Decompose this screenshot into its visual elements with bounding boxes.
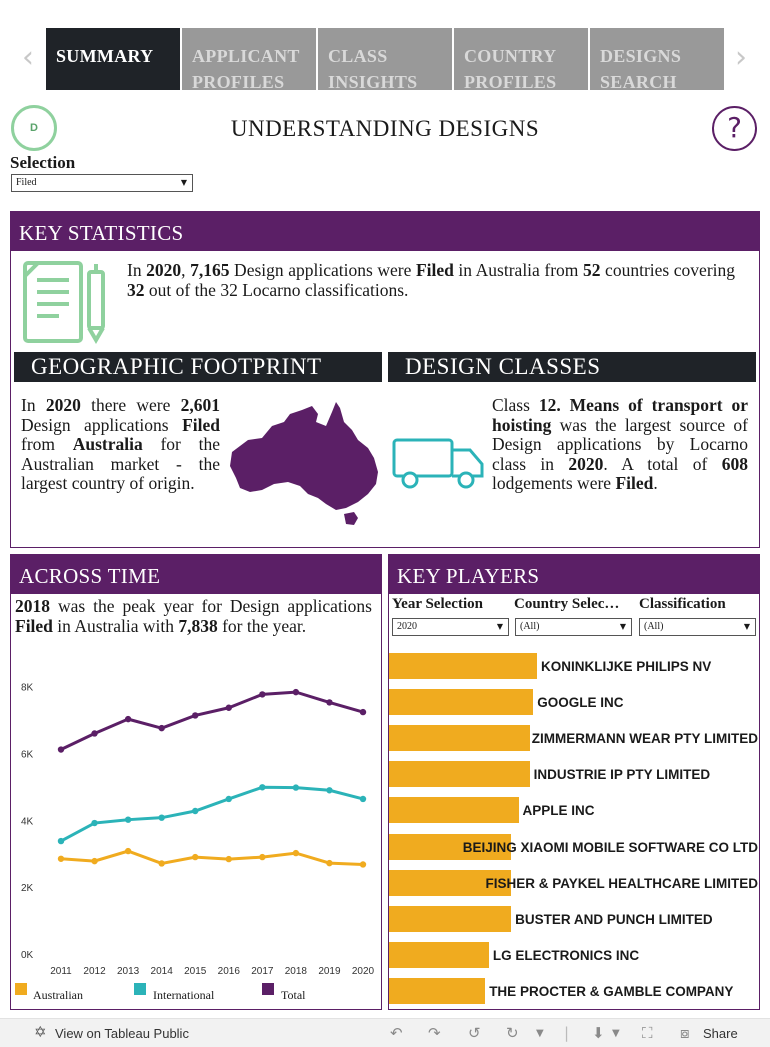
key-statistics-heading: KEY STATISTICS <box>11 212 759 251</box>
player-label: BEIJING XIAOMI MOBILE SOFTWARE CO LTD <box>462 839 758 855</box>
player-bar[interactable] <box>389 942 489 968</box>
data-point-total[interactable] <box>91 730 97 736</box>
share-button[interactable]: Share <box>703 1026 738 1041</box>
peak-value: 7,838 <box>178 615 218 636</box>
player-label: THE PROCTER & GAMBLE COMPANY <box>489 983 734 999</box>
text-run: was the largest source of Design applications by Locarno class in <box>492 414 748 474</box>
text-run: countries covering <box>600 260 736 280</box>
data-point-international[interactable] <box>58 838 64 844</box>
tab-label: COUNTRY PROFILES <box>464 46 557 90</box>
text-run: . A total of <box>603 453 722 474</box>
selection-dropdown[interactable] <box>11 174 193 192</box>
player-label: GOOGLE INC <box>537 695 624 711</box>
chevron-down-icon: ▼ <box>496 622 503 631</box>
text-run: In <box>21 395 46 415</box>
fullscreen-icon[interactable]: ⛶ <box>642 1024 653 1042</box>
design-classes-heading: DESIGN CLASSES <box>388 352 756 382</box>
geo-country: Australia <box>72 434 143 454</box>
geographic-text <box>21 396 220 494</box>
help-icon[interactable]: ? <box>712 106 757 151</box>
data-point-australian[interactable] <box>293 850 299 856</box>
key-players-heading: KEY PLAYERS <box>389 555 759 594</box>
text-run: lodgements were <box>492 473 616 493</box>
year-selection-dropdown[interactable] <box>392 618 509 636</box>
player-label: INDUSTRIE IP PTY LIMITED <box>533 767 711 783</box>
x-tick-label: 2018 <box>284 966 308 977</box>
text-run: . <box>653 473 658 493</box>
undo-icon[interactable]: ↶ <box>390 1024 403 1042</box>
y-tick-label: 0K <box>21 950 34 961</box>
data-point-international[interactable] <box>326 787 332 793</box>
selection-value: Filed <box>16 177 37 188</box>
data-point-australian[interactable] <box>158 860 164 866</box>
classification-value: (All) <box>644 621 664 632</box>
x-tick-label: 2013 <box>116 966 140 977</box>
tab-country-profiles[interactable] <box>454 28 588 90</box>
y-tick-label: 8K <box>21 682 34 694</box>
player-bar[interactable] <box>389 978 485 1004</box>
text-run: Design applications were <box>229 260 416 280</box>
data-point-total[interactable] <box>158 725 164 731</box>
tab-label: CLASS INSIGHTS <box>328 46 418 90</box>
designs-badge-icon: D <box>11 105 57 151</box>
class-status: Filed <box>615 473 654 493</box>
chevron-down-icon: ▼ <box>180 178 187 187</box>
data-point-international[interactable] <box>360 796 366 802</box>
design-classes-text <box>492 396 748 494</box>
data-point-australian[interactable] <box>226 856 232 862</box>
data-point-total[interactable] <box>58 746 64 752</box>
chevron-down-icon[interactable]: ▼ <box>536 1028 544 1039</box>
player-bar[interactable] <box>389 689 533 715</box>
y-tick-label: 4K <box>21 816 34 828</box>
text-run: there were <box>80 395 181 415</box>
data-point-international[interactable] <box>125 816 131 822</box>
year-selection-value: 2020 <box>397 621 417 632</box>
country-selection-value: (All) <box>520 621 540 632</box>
geo-count: 2,601 <box>180 395 220 415</box>
x-tick-label: 2015 <box>184 966 207 977</box>
stat-classes: 32 <box>127 279 145 300</box>
text-run: was the peak year for Design applications <box>50 597 372 616</box>
player-bar[interactable] <box>389 653 537 679</box>
geographic-footprint-heading: GEOGRAPHIC FOOTPRINT <box>14 352 382 382</box>
class-count: 608 <box>721 453 748 474</box>
data-point-international[interactable] <box>259 784 265 790</box>
key-statistics-text <box>127 261 735 300</box>
download-icon[interactable]: ⬇ <box>592 1024 605 1042</box>
time-status: Filed <box>15 615 53 636</box>
page-title: UNDERSTANDING DESIGNS <box>230 116 540 141</box>
player-label: KONINKLIJKE PHILIPS NV <box>541 659 712 674</box>
stat-countries: 52 <box>582 260 601 280</box>
applications-line-chart <box>11 650 381 980</box>
x-tick-label: 2014 <box>150 966 173 977</box>
tab-label: APPLICANT PROFILES <box>192 46 300 90</box>
series-line-australian <box>61 851 363 864</box>
text-run: for the Australian market - the largest country of origin. <box>21 434 220 493</box>
data-point-international[interactable] <box>293 784 299 790</box>
data-point-total[interactable] <box>293 689 299 695</box>
refresh-icon[interactable]: ↻ <box>506 1024 519 1042</box>
text-run: from <box>21 434 73 454</box>
legend-label-international: International <box>153 988 215 1002</box>
across-time-text <box>15 597 372 649</box>
share-icon[interactable]: ⧇ <box>680 1024 690 1042</box>
player-label: APPLE INC <box>522 803 595 819</box>
tab-label: DESIGNS SEARCH <box>600 46 682 90</box>
text-run: Class <box>492 395 539 415</box>
classification-label: Classification <box>639 596 726 612</box>
country-selection-label: Country Selec… <box>514 596 620 612</box>
player-bar[interactable] <box>389 725 530 751</box>
text-run: in Australia with <box>52 615 179 636</box>
selection-label: Selection <box>10 153 76 172</box>
legend-swatch-international <box>134 983 146 995</box>
class-name: 12. Means of transport or hoisting <box>492 395 748 435</box>
data-point-international[interactable] <box>192 808 198 814</box>
data-point-total[interactable] <box>259 691 265 697</box>
tableau-logo-icon: ✡ <box>34 1023 47 1041</box>
stat-count: 7,165 <box>190 260 230 280</box>
x-tick-label: 2011 <box>50 966 72 977</box>
x-tick-label: 2017 <box>251 966 274 977</box>
geo-year: 2020 <box>45 395 81 415</box>
tab-label: SUMMARY <box>56 46 154 66</box>
data-point-total[interactable] <box>192 712 198 718</box>
data-point-international[interactable] <box>158 814 164 820</box>
legend-swatch-total <box>262 983 274 995</box>
data-point-australian[interactable] <box>326 860 332 866</box>
redo-icon[interactable]: ↷ <box>428 1024 441 1042</box>
player-label: LG ELECTRONICS INC <box>492 947 640 963</box>
geo-status: Filed <box>182 414 220 435</box>
legend-swatch-australian <box>15 983 27 995</box>
chevron-down-icon[interactable]: ▼ <box>612 1028 620 1039</box>
text-run: Design applications <box>21 414 183 435</box>
stat-year: 2020 <box>146 260 182 280</box>
tabs-prev-arrow[interactable]: ‹ <box>22 40 34 75</box>
y-tick-label: 6K <box>21 749 34 761</box>
tab-class-insights[interactable] <box>318 28 452 90</box>
delivery-truck-icon <box>392 438 486 490</box>
classification-dropdown[interactable] <box>639 618 756 636</box>
tableau-footer <box>0 1018 770 1047</box>
tab-applicant-profiles[interactable] <box>182 28 316 90</box>
y-tick-label: 2K <box>21 883 34 895</box>
x-tick-label: 2016 <box>217 966 240 977</box>
player-label: BUSTER AND PUNCH LIMITED <box>515 911 713 927</box>
series-line-international <box>61 787 363 841</box>
player-bar[interactable] <box>389 797 519 823</box>
legend-label-total: Total <box>281 988 306 1002</box>
chevron-down-icon: ▼ <box>743 622 750 631</box>
data-point-australian[interactable] <box>259 854 265 860</box>
data-point-total[interactable] <box>226 705 232 711</box>
data-point-australian[interactable] <box>91 858 97 864</box>
player-label: FISHER & PAYKEL HEALTHCARE LIMITED <box>485 875 758 891</box>
x-tick-label: 2020 <box>351 966 375 977</box>
divider: | <box>564 1024 570 1042</box>
tab-designs-search[interactable] <box>590 28 724 90</box>
data-point-australian[interactable] <box>360 861 366 867</box>
text-run: out of the 32 Locarno classifications. <box>144 279 409 300</box>
country-selection-dropdown[interactable] <box>515 618 632 636</box>
data-point-total[interactable] <box>360 709 366 715</box>
legend-label-australian: Australian <box>33 988 83 1002</box>
year-selection-label: Year Selection <box>392 596 483 612</box>
player-bar[interactable] <box>389 906 511 932</box>
view-on-tableau-link[interactable]: View on Tableau Public <box>55 1026 189 1041</box>
text-run: for the year. <box>217 615 307 636</box>
text-run: , <box>181 260 191 280</box>
x-tick-label: 2019 <box>318 966 341 977</box>
text-run: in Australia from <box>453 260 583 280</box>
data-point-international[interactable] <box>226 796 232 802</box>
peak-year: 2018 <box>15 597 50 616</box>
stat-status: Filed <box>415 260 454 280</box>
data-point-australian[interactable] <box>125 848 131 854</box>
data-point-international[interactable] <box>91 820 97 826</box>
player-label: ZIMMERMANN WEAR PTY LIMITED <box>531 731 758 747</box>
class-year: 2020 <box>568 453 604 474</box>
data-point-total[interactable] <box>125 716 131 722</box>
revert-icon[interactable]: ↺ <box>468 1024 481 1042</box>
chevron-down-icon: ▼ <box>619 622 626 631</box>
across-time-heading: ACROSS TIME <box>11 555 381 594</box>
x-tick-label: 2012 <box>83 966 106 977</box>
tab-summary[interactable] <box>46 28 180 90</box>
tabs-next-arrow[interactable]: › <box>735 40 747 75</box>
text-run: In <box>127 260 147 280</box>
data-point-australian[interactable] <box>192 854 198 860</box>
series-line-total <box>61 692 363 749</box>
australia-map <box>228 400 382 528</box>
document-pen-icon <box>22 260 112 346</box>
data-point-australian[interactable] <box>58 856 64 862</box>
data-point-total[interactable] <box>326 699 332 705</box>
player-bar[interactable] <box>389 761 530 787</box>
